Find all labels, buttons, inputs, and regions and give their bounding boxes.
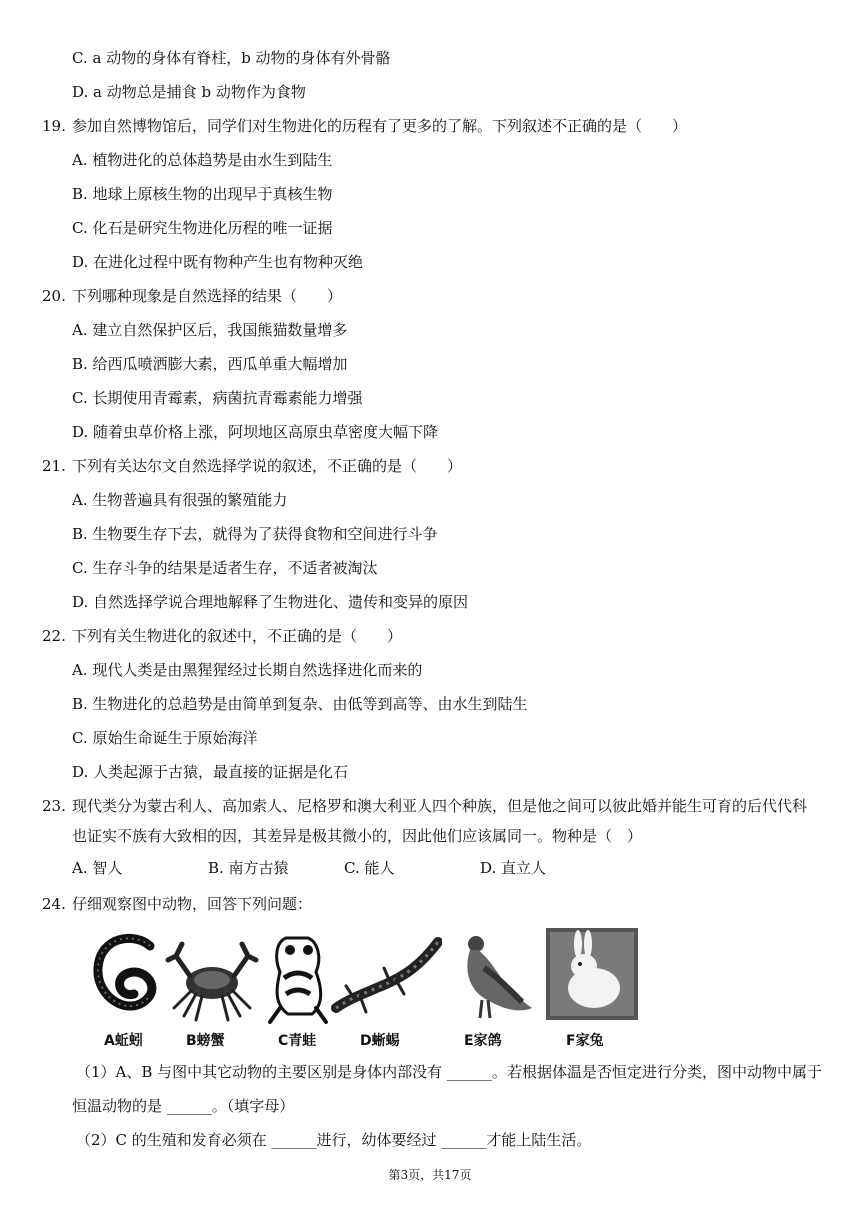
rabbit-image — [546, 928, 638, 1020]
option-b: B. 地球上原核生物的出现早于真核生物 — [72, 185, 333, 203]
option-row — [72, 858, 792, 878]
option-b: B. 生物进化的总趋势是由简单到复杂、由低等到高等、由水生到陆生 — [72, 695, 528, 713]
animal-label-b: B螃蟹 — [186, 1033, 225, 1049]
question-21 — [42, 456, 462, 476]
option-d: D. 直立人 — [480, 859, 547, 877]
question-stem: 仔细观察图中动物，回答下列问题： — [72, 895, 313, 913]
question-stem: 现代类分为蒙古利人、高加索人、尼格罗和澳大利亚人四个种族，但是他之间可以彼此婚并能生可育的后代代科 — [72, 797, 808, 815]
animal-figure — [90, 928, 650, 1048]
earthworm-image — [90, 928, 162, 1028]
option-d: D. 人类起源于古猿，最直接的证据是化石 — [72, 763, 349, 781]
page-footer: 第3页，共17页 — [388, 1168, 472, 1182]
question-number: 24. — [42, 895, 66, 913]
option-c: C. 化石是研究生物进化历程的唯一证据 — [72, 219, 333, 237]
question-24 — [42, 894, 312, 914]
question-stem: 参加自然博物馆后，同学们对生物进化的历程有了更多的了解。下列叙述不正确的是（ ） — [72, 117, 688, 135]
sub-question-1: （1）A、B 与图中其它动物的主要区别是身体内部没有 ______。若根据体温是否恒定进行分类，图中动物中属于 — [76, 1063, 822, 1081]
option-c: C. 长期使用青霉素，病菌抗青霉素能力增强 — [72, 389, 363, 407]
animal-label-c: C青蛙 — [278, 1033, 317, 1049]
lizard-image — [330, 928, 442, 1028]
pigeon-image — [452, 928, 534, 1028]
option-b: B. 给西瓜喷洒膨大素，西瓜单重大幅增加 — [72, 355, 348, 373]
prev-option-c: C. a 动物的身体有脊柱，b 动物的身体有外骨骼 — [72, 49, 391, 67]
prev-option-d: D. a 动物总是捕食 b 动物作为食物 — [72, 83, 306, 101]
option-b: B. 南方古猿 — [208, 859, 289, 877]
question-20 — [42, 286, 342, 306]
question-number: 19. — [42, 117, 66, 135]
question-stem: 下列有关生物进化的叙述中，不正确的是（ ） — [72, 627, 403, 645]
option-a: A. 建立自然保护区后，我国熊猫数量增多 — [72, 321, 348, 339]
option-b: B. 生物要生存下去，就得为了获得食物和空间进行斗争 — [72, 525, 438, 543]
question-stem-continued: 也证实不族有大致相的因，其差异是极其微小的，因此他们应该属同一。物种是（ ） — [72, 827, 643, 845]
question-number: 22. — [42, 627, 66, 645]
option-d: D. 随着虫草价格上涨，阿坝地区高原虫草密度大幅下降 — [72, 423, 439, 441]
question-number: 20. — [42, 287, 66, 305]
option-c: C. 生存斗争的结果是适者生存，不适者被淘汰 — [72, 559, 378, 577]
crab-image — [162, 928, 262, 1028]
question-23 — [42, 796, 807, 816]
animal-label-d: D蜥蜴 — [360, 1033, 400, 1049]
option-a: A. 现代人类是由黑猩猩经过长期自然选择进化而来的 — [72, 661, 423, 679]
option-a: A. 植物进化的总体趋势是由水生到陆生 — [72, 151, 333, 169]
option-c: C. 能人 — [344, 859, 395, 877]
question-stem: 下列有关达尔文自然选择学说的叙述，不正确的是（ ） — [72, 457, 463, 475]
sub-question-1-continued: 恒温动物的是 ______。（填字母） — [72, 1097, 295, 1115]
animal-label-f: F家兔 — [566, 1033, 604, 1049]
question-stem: 下列哪种现象是自然选择的结果（ ） — [72, 287, 343, 305]
option-d: D. 在进化过程中既有物种产生也有物种灭绝 — [72, 253, 364, 271]
question-number: 21. — [42, 457, 66, 475]
sub-question-2: （2）C 的生殖和发育必须在 ______进行，幼体要经过 ______才能上陆生活。 — [76, 1131, 592, 1149]
question-22 — [42, 626, 402, 646]
frog-image — [266, 928, 330, 1028]
animal-label-e: E家鸽 — [464, 1033, 502, 1049]
question-19 — [42, 116, 687, 136]
option-a: A. 智人 — [72, 859, 123, 877]
option-c: C. 原始生命诞生于原始海洋 — [72, 729, 258, 747]
question-number: 23. — [42, 797, 66, 815]
option-a: A. 生物普遍具有很强的繁殖能力 — [72, 491, 288, 509]
animal-label-a: A蚯蚓 — [104, 1033, 143, 1049]
option-d: D. 自然选择学说合理地解释了生物进化、遗传和变异的原因 — [72, 593, 469, 611]
